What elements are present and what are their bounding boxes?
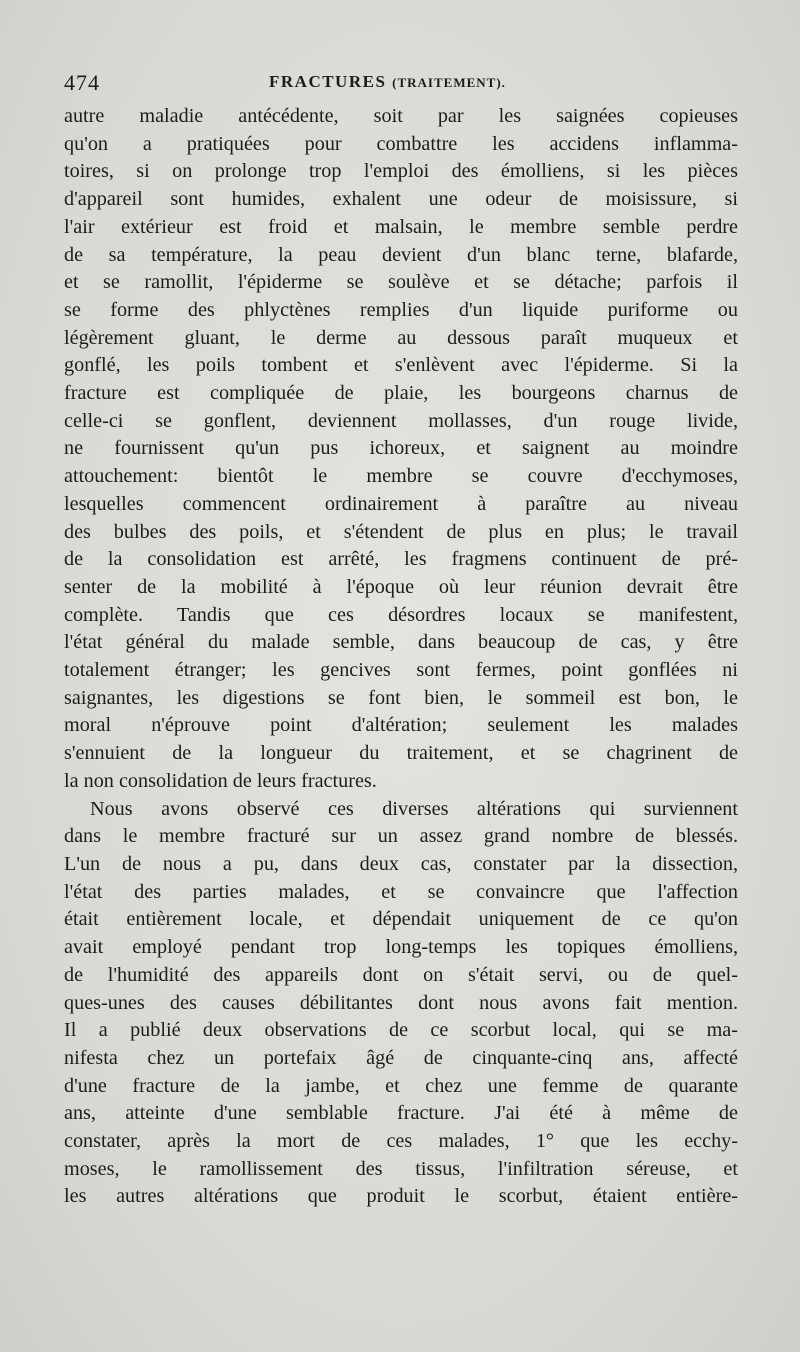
text-line: toires, si on prolonge trop l'emploi des émolliens, si les pièces bbox=[64, 160, 738, 183]
text-line: moses, le ramollissement des tissus, l'infiltration séreuse, et bbox=[64, 1157, 738, 1180]
text-line: et se ramollit, l'épiderme se soulève et se détache; parfois il bbox=[64, 271, 738, 294]
text-line: dans le membre fracturé sur un assez grand nombre de blessés. bbox=[64, 825, 738, 848]
text-line: l'état des parties malades, et se convaincre que l'affection bbox=[64, 880, 738, 903]
text-line: était entièrement locale, et dépendait uniquement de ce qu'on bbox=[64, 908, 738, 931]
body-text bbox=[64, 103, 738, 1211]
text-line: qu'on a pratiquées pour combattre les accidens inflamma- bbox=[64, 132, 738, 155]
text-line: nifesta chez un portefaix âgé de cinquante-cinq ans, affecté bbox=[64, 1046, 738, 1069]
text-line: d'appareil sont humides, exhalent une odeur de moisissure, si bbox=[64, 188, 738, 211]
paragraph bbox=[64, 796, 738, 1212]
page-number: 474 bbox=[64, 70, 100, 95]
text-line: des bulbes des poils, et s'étendent de plus en plus; le travail bbox=[64, 520, 738, 543]
text-line: de la consolidation est arrêté, les fragmens continuent de pré- bbox=[64, 548, 738, 571]
text-line: se forme des phlyctènes remplies d'un liquide puriforme ou bbox=[64, 298, 738, 321]
text-line: senter de la mobilité à l'époque où leur réunion devrait être bbox=[64, 575, 738, 598]
text-line: totalement étranger; les gencives sont fermes, point gonflées ni bbox=[64, 659, 738, 682]
page-header bbox=[64, 70, 740, 100]
paragraph bbox=[64, 103, 738, 796]
text-line: constater, après la mort de ces malades, 1° que les ecchy- bbox=[64, 1130, 738, 1153]
text-line: Nous avons observé ces diverses altérations qui surviennent bbox=[90, 797, 738, 820]
text-line: L'un de nous a pu, dans deux cas, constater par la dissection, bbox=[64, 852, 738, 875]
text-line: s'ennuient de la longueur du traitement, et se chagrinent de bbox=[64, 742, 738, 765]
text-line: l'air extérieur est froid et malsain, le membre semble perdre bbox=[64, 215, 738, 238]
running-head bbox=[269, 72, 506, 92]
text-line: de l'humidité des appareils dont on s'était servi, ou de quel- bbox=[64, 963, 738, 986]
running-title: FRACTURES bbox=[269, 72, 387, 91]
text-line: gonflé, les poils tombent et s'enlèvent avec l'épiderme. Si la bbox=[64, 354, 738, 377]
text-line: ans, atteinte d'une semblable fracture. J'ai été à même de bbox=[64, 1102, 738, 1125]
text-line: ques-unes des causes débilitantes dont nous avons fait mention. bbox=[64, 991, 738, 1014]
text-line: la non consolidation de leurs fractures. bbox=[64, 769, 377, 792]
text-line: attouchement: bientôt le membre se couvre d'ecchymoses, bbox=[64, 465, 738, 488]
text-line: ne fournissent qu'un pus ichoreux, et saignent au moindre bbox=[64, 437, 738, 460]
text-line: autre maladie antécédente, soit par les saignées copieuses bbox=[64, 105, 738, 127]
text-line: fracture est compliquée de plaie, les bourgeons charnus de bbox=[64, 382, 738, 405]
text-line: d'une fracture de la jambe, et chez une femme de quarante bbox=[64, 1074, 738, 1097]
text-line: celle-ci se gonflent, deviennent mollasses, d'un rouge livide, bbox=[64, 409, 738, 432]
text-line: de sa température, la peau devient d'un blanc terne, blafarde, bbox=[64, 243, 738, 266]
text-line: légèrement gluant, le derme au dessous paraît muqueux et bbox=[64, 326, 738, 349]
text-line: avait employé pendant trop long-temps les topiques émolliens, bbox=[64, 936, 738, 959]
text-line: les autres altérations que produit le scorbut, étaient entière- bbox=[64, 1185, 738, 1208]
text-line: Il a publié deux observations de ce scorbut local, qui se ma- bbox=[64, 1019, 738, 1042]
text-line: complète. Tandis que ces désordres locaux se manifestent, bbox=[64, 603, 738, 626]
text-line: saignantes, les digestions se font bien, le sommeil est bon, le bbox=[64, 686, 738, 709]
text-line: moral n'éprouve point d'altération; seulement les malades bbox=[64, 714, 738, 737]
running-subtitle: (TRAITEMENT). bbox=[392, 75, 506, 90]
text-line: l'état général du malade semble, dans beaucoup de cas, y être bbox=[64, 631, 738, 654]
text-line: lesquelles commencent ordinairement à paraître au niveau bbox=[64, 492, 738, 515]
